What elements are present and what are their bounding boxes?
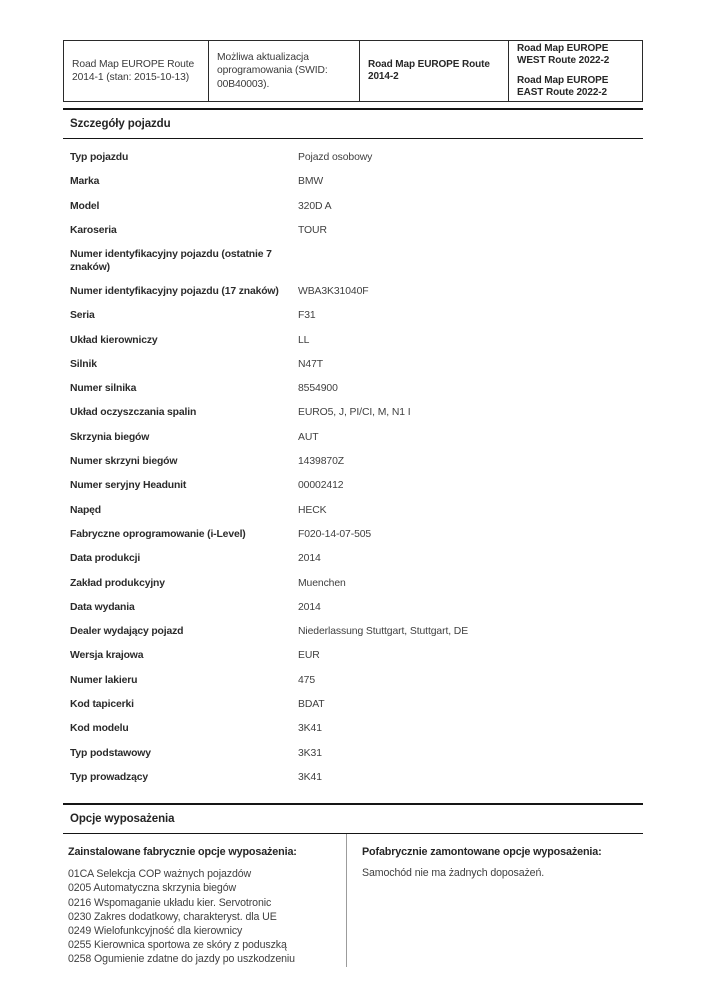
detail-row xyxy=(70,249,643,274)
detail-label: Marka xyxy=(70,176,100,188)
factory-option-item: 0216 Wspomaganie układu kier. Servotronic xyxy=(68,896,272,909)
detail-value: LL xyxy=(298,334,310,346)
detail-row xyxy=(70,335,643,348)
detail-label: Zakład produkcyjny xyxy=(70,577,165,589)
detail-label: Typ pojazdu xyxy=(70,152,129,163)
detail-value: 8554900 xyxy=(298,383,338,395)
detail-row xyxy=(70,310,643,323)
detail-label: Kod tapicerki xyxy=(70,699,134,711)
detail-value: 320D A xyxy=(298,200,332,212)
factory-options-column xyxy=(63,834,347,966)
detail-row xyxy=(70,675,643,688)
detail-row xyxy=(70,359,643,372)
detail-row xyxy=(70,456,643,469)
detail-value: BDAT xyxy=(298,699,325,711)
detail-label: Kod modelu xyxy=(70,723,129,735)
detail-value: Niederlassung Stuttgart, Stuttgart, DE xyxy=(298,626,469,638)
detail-value xyxy=(298,249,643,262)
factory-option-item: 0258 Ogumienie zdatne do jazdy po uszkodzeniu xyxy=(68,953,295,966)
detail-value: Muenchen xyxy=(298,577,346,589)
roadmap-west-text: Road Map EUROPE WEST Route 2022-2 xyxy=(517,42,610,66)
detail-label: Fabryczne oprogramowanie (i-Level) xyxy=(70,528,246,540)
detail-row xyxy=(70,699,643,712)
detail-label: Numer lakieru xyxy=(70,674,138,686)
detail-value: 2014 xyxy=(298,601,321,613)
roadmap-east-text: Road Map EUROPE EAST Route 2022-2 xyxy=(517,74,609,98)
detail-value: AUT xyxy=(298,431,319,443)
detail-value: 3K41 xyxy=(298,771,322,783)
roadmap-cell-route-2014-1 xyxy=(64,41,208,101)
detail-label: Numer identyfikacyjny pojazdu (17 znaków) xyxy=(70,285,279,297)
factory-option-item: 01CA Selekcja COP ważnych pojazdów xyxy=(68,868,252,881)
detail-value: 3K41 xyxy=(298,723,322,735)
detail-label: Karoseria xyxy=(70,224,117,236)
factory-option-item: 0230 Zakres dodatkowy, charakteryst. dla UE xyxy=(68,910,277,923)
detail-value: 2014 xyxy=(298,553,321,565)
detail-row xyxy=(70,529,643,542)
detail-label: Numer seryjny Headunit xyxy=(70,480,187,492)
detail-value: WBA3K31040F xyxy=(298,285,369,297)
detail-label: Data produkcji xyxy=(70,553,141,565)
detail-row xyxy=(70,383,643,396)
detail-row xyxy=(70,480,643,493)
detail-value: F31 xyxy=(298,310,316,322)
detail-value: HECK xyxy=(298,504,327,516)
detail-value: F020-14-07-505 xyxy=(298,528,372,540)
detail-value: Pojazd osobowy xyxy=(298,152,373,163)
detail-label: Skrzynia biegów xyxy=(70,431,150,443)
detail-row xyxy=(70,432,643,445)
factory-option-item: 0249 Wielofunkcyjność dla kierownicy xyxy=(68,925,243,938)
detail-row xyxy=(70,225,643,238)
detail-value: 3K31 xyxy=(298,747,322,759)
detail-value: 00002412 xyxy=(298,480,344,492)
detail-label: Numer skrzyni biegów xyxy=(70,456,178,468)
factory-option-item: 0205 Automatyczna skrzynia biegów xyxy=(68,882,237,895)
factory-option-item: 0255 Kierownica sportowa ze skóry z poduszką xyxy=(68,939,287,952)
roadmap-cell-text: Road Map EUROPE Route 2014-1 (stan: 2015-10-13) xyxy=(72,58,195,83)
detail-value: 1439870Z xyxy=(298,456,344,468)
detail-row xyxy=(70,578,643,591)
report-content xyxy=(63,40,643,967)
detail-label: Numer silnika xyxy=(70,383,137,395)
detail-row xyxy=(70,748,643,761)
section-title-equipment-options: Opcje wyposażenia xyxy=(63,803,643,834)
detail-row xyxy=(70,407,643,420)
detail-label: Dealer wydający pojazd xyxy=(70,626,184,638)
detail-label: Układ oczyszczania spalin xyxy=(70,407,197,419)
roadmap-cell-route-2022 xyxy=(508,41,644,101)
detail-label: Typ prowadzący xyxy=(70,771,148,783)
detail-row xyxy=(70,772,643,785)
detail-row xyxy=(70,602,643,615)
aftermarket-options-heading: Pofabrycznie zamontowane opcje wyposażenia: xyxy=(362,846,602,859)
detail-label: Wersja krajowa xyxy=(70,650,144,662)
roadmap-cell-route-2014-2 xyxy=(359,41,508,101)
aftermarket-options-column xyxy=(347,834,643,966)
detail-label: Typ podstawowy xyxy=(70,747,151,759)
detail-row xyxy=(70,176,643,189)
detail-row xyxy=(70,286,643,299)
vehicle-details-list xyxy=(63,139,643,797)
roadmap-cell-update-info xyxy=(208,41,359,101)
section-title-vehicle-details: Szczegóły pojazdu xyxy=(63,108,643,139)
detail-label: Napęd xyxy=(70,504,102,516)
detail-value: N47T xyxy=(298,358,324,370)
detail-label: Seria xyxy=(70,310,95,322)
factory-options-list xyxy=(68,867,334,966)
detail-label: Układ kierowniczy xyxy=(70,334,158,346)
equipment-options xyxy=(63,834,643,966)
detail-label: Model xyxy=(70,200,100,212)
detail-row xyxy=(70,152,643,165)
detail-row xyxy=(70,505,643,518)
detail-row xyxy=(70,723,643,736)
factory-options-heading: Zainstalowane fabrycznie opcje wyposażenia: xyxy=(68,846,297,859)
detail-value: TOUR xyxy=(298,224,327,236)
detail-value: EURO5, J, PI/CI, M, N1 I xyxy=(298,407,411,419)
detail-value: BMW xyxy=(298,176,324,188)
detail-label: Silnik xyxy=(70,358,97,370)
detail-row xyxy=(70,553,643,566)
detail-row xyxy=(70,626,643,639)
roadmap-cell-text: Road Map EUROPE Route 2014-2 xyxy=(368,58,490,82)
detail-row xyxy=(70,201,643,214)
roadmap-table xyxy=(63,40,643,102)
detail-value: 475 xyxy=(298,674,316,686)
aftermarket-options-note: Samochód nie ma żadnych doposażeń. xyxy=(362,867,545,880)
detail-value: EUR xyxy=(298,650,320,662)
detail-label: Data wydania xyxy=(70,601,135,613)
detail-row xyxy=(70,650,643,663)
detail-label: Numer identyfikacyjny pojazdu (ostatnie 7 znaków) xyxy=(70,249,272,273)
roadmap-cell-text: Możliwa aktualizacja oprogramowania (SWID: 00B40003). xyxy=(217,51,328,90)
